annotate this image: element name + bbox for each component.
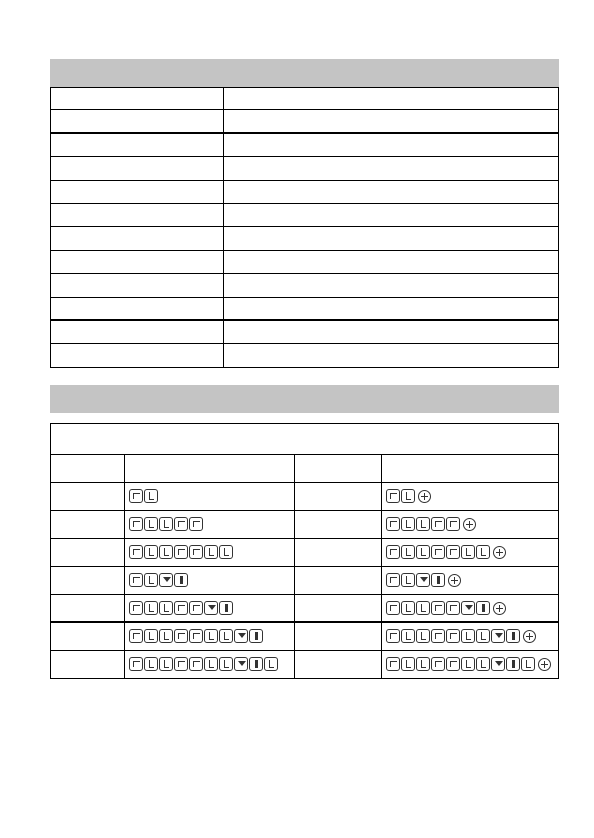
person-icon — [386, 657, 400, 671]
table-row — [50, 344, 559, 367]
person-icon — [189, 545, 203, 559]
person-icon — [386, 489, 400, 503]
icon-cell — [125, 651, 295, 679]
person-icon — [386, 601, 400, 615]
seat-icon — [416, 517, 430, 531]
row-label — [51, 651, 125, 679]
table-cell — [295, 595, 382, 621]
triangle-icon — [204, 601, 218, 615]
seat-icon — [416, 657, 430, 671]
seat-icon — [204, 629, 218, 643]
table-cell-label — [50, 204, 224, 226]
table-cell-value — [223, 298, 559, 319]
bar-icon — [476, 601, 490, 615]
table-caption — [51, 424, 558, 455]
seat-icon — [401, 573, 415, 587]
seat-icon — [401, 489, 415, 503]
person-icon — [189, 657, 203, 671]
table-row — [50, 181, 559, 204]
table-cell-value — [223, 110, 559, 131]
triangle-icon — [416, 573, 430, 587]
table-cell-label — [50, 321, 224, 343]
icon-cell — [382, 483, 558, 510]
table-row — [50, 134, 559, 157]
table-cell-label — [50, 181, 224, 203]
table-cell — [295, 539, 382, 566]
table-row — [50, 298, 559, 321]
person-icon — [129, 601, 143, 615]
table-cell-value — [223, 88, 559, 109]
person-icon — [386, 517, 400, 531]
table-cell — [295, 511, 382, 538]
column-header — [51, 455, 125, 482]
row-label — [51, 567, 125, 594]
person-icon — [431, 601, 445, 615]
plus-icon — [538, 658, 551, 671]
table-cell-value — [223, 251, 559, 273]
plus-icon — [493, 546, 506, 559]
table-cell-value — [223, 134, 559, 156]
seat-icon — [159, 657, 173, 671]
bar-icon — [506, 657, 520, 671]
person-icon — [446, 601, 460, 615]
seat-icon — [401, 629, 415, 643]
person-icon — [129, 629, 143, 643]
table-cell-label — [50, 274, 224, 296]
seat-icon — [219, 657, 233, 671]
person-icon — [431, 545, 445, 559]
column-header — [125, 455, 295, 482]
row-label — [51, 595, 125, 621]
table-row — [51, 567, 558, 595]
icon-cell — [125, 595, 295, 621]
bar-icon — [219, 601, 233, 615]
seat-icon — [159, 601, 173, 615]
table-cell-label — [50, 298, 224, 319]
table-row — [50, 227, 559, 250]
icon-cell — [125, 511, 295, 538]
plus-icon — [523, 630, 536, 643]
table-cell-value — [223, 227, 559, 249]
seat-icon — [144, 489, 158, 503]
seat-icon — [401, 657, 415, 671]
seat-icon — [416, 545, 430, 559]
bar-icon — [249, 657, 263, 671]
person-icon — [386, 573, 400, 587]
icon-cell — [125, 539, 295, 566]
seat-icon — [461, 629, 475, 643]
seat-icon — [144, 573, 158, 587]
seat-icon — [144, 517, 158, 531]
person-icon — [431, 629, 445, 643]
table-row — [51, 539, 558, 567]
person-icon — [129, 573, 143, 587]
triangle-icon — [491, 629, 505, 643]
seat-icon — [401, 601, 415, 615]
row-label — [51, 623, 125, 650]
person-icon — [446, 517, 460, 531]
seat-icon — [476, 545, 490, 559]
table-cell — [295, 651, 382, 679]
seat-icon — [219, 629, 233, 643]
triangle-icon — [234, 657, 248, 671]
icon-cell — [382, 623, 558, 650]
table-cell-label — [50, 227, 224, 249]
table-row — [51, 595, 558, 623]
table-cell — [295, 567, 382, 594]
table-row — [50, 204, 559, 227]
person-icon — [446, 545, 460, 559]
table-cell-label — [50, 110, 224, 131]
person-icon — [446, 657, 460, 671]
person-icon — [431, 657, 445, 671]
plus-icon — [463, 518, 476, 531]
bar-icon — [506, 629, 520, 643]
seat-icon — [416, 601, 430, 615]
seat-icon — [204, 657, 218, 671]
plus-icon — [418, 490, 431, 503]
person-icon — [174, 657, 188, 671]
table-cell-value — [223, 181, 559, 203]
table-cell-label — [50, 344, 224, 366]
person-icon — [446, 629, 460, 643]
table-cell-value — [223, 274, 559, 296]
seat-icon — [144, 629, 158, 643]
icon-cell — [125, 483, 295, 510]
section-header-1 — [50, 59, 559, 87]
seat-icon — [144, 657, 158, 671]
column-header — [382, 455, 558, 482]
seat-icon — [401, 517, 415, 531]
table-cell-label — [50, 157, 224, 179]
table-row — [51, 511, 558, 539]
person-icon — [129, 657, 143, 671]
triangle-icon — [234, 629, 248, 643]
icon-cell — [125, 623, 295, 650]
person-icon — [189, 517, 203, 531]
table-cell-label — [50, 134, 224, 156]
seat-icon — [144, 545, 158, 559]
bar-icon — [249, 629, 263, 643]
table-cell-value — [223, 321, 559, 343]
table-cell-label — [50, 251, 224, 273]
icon-cell — [382, 567, 558, 594]
plus-icon — [493, 602, 506, 615]
triangle-icon — [491, 657, 505, 671]
seat-icon — [401, 545, 415, 559]
plus-icon — [448, 574, 461, 587]
seat-icon — [416, 629, 430, 643]
triangle-icon — [159, 573, 173, 587]
person-icon — [129, 545, 143, 559]
seat-icon — [219, 545, 233, 559]
person-icon — [386, 545, 400, 559]
column-header — [295, 455, 382, 482]
seat-icon — [264, 657, 278, 671]
icon-config-table — [50, 423, 559, 679]
row-label — [51, 539, 125, 566]
bar-icon — [174, 573, 188, 587]
table-cell — [295, 483, 382, 510]
table-row — [50, 110, 559, 133]
table-row — [50, 274, 559, 297]
table-row — [51, 483, 558, 511]
table-cell-value — [223, 157, 559, 179]
seat-icon — [204, 545, 218, 559]
person-icon — [431, 517, 445, 531]
seat-icon — [476, 657, 490, 671]
icon-cell — [382, 651, 558, 679]
section-header-2 — [50, 385, 559, 413]
spec-table — [50, 87, 559, 368]
seat-icon — [476, 629, 490, 643]
person-icon — [174, 545, 188, 559]
table-row — [50, 87, 559, 110]
triangle-icon — [461, 601, 475, 615]
person-icon — [174, 601, 188, 615]
table-row — [50, 157, 559, 180]
person-icon — [189, 629, 203, 643]
table-cell — [295, 623, 382, 650]
table-row — [51, 651, 558, 679]
person-icon — [189, 601, 203, 615]
table-cell-value — [223, 344, 559, 366]
person-icon — [386, 629, 400, 643]
table-header-row — [51, 455, 558, 483]
person-icon — [174, 517, 188, 531]
icon-cell — [382, 511, 558, 538]
person-icon — [129, 517, 143, 531]
table-cell-value — [223, 204, 559, 226]
seat-icon — [159, 545, 173, 559]
table-row — [51, 623, 558, 651]
table-row — [50, 251, 559, 274]
icon-cell — [382, 539, 558, 566]
person-icon — [174, 629, 188, 643]
seat-icon — [521, 657, 535, 671]
seat-icon — [461, 657, 475, 671]
person-icon — [129, 489, 143, 503]
icon-cell — [382, 595, 558, 621]
bar-icon — [431, 573, 445, 587]
row-label — [51, 483, 125, 510]
seat-icon — [159, 629, 173, 643]
icon-cell — [125, 567, 295, 594]
table-cell-label — [50, 88, 224, 109]
table-row — [50, 321, 559, 344]
seat-icon — [461, 545, 475, 559]
seat-icon — [159, 517, 173, 531]
row-label — [51, 511, 125, 538]
seat-icon — [144, 601, 158, 615]
